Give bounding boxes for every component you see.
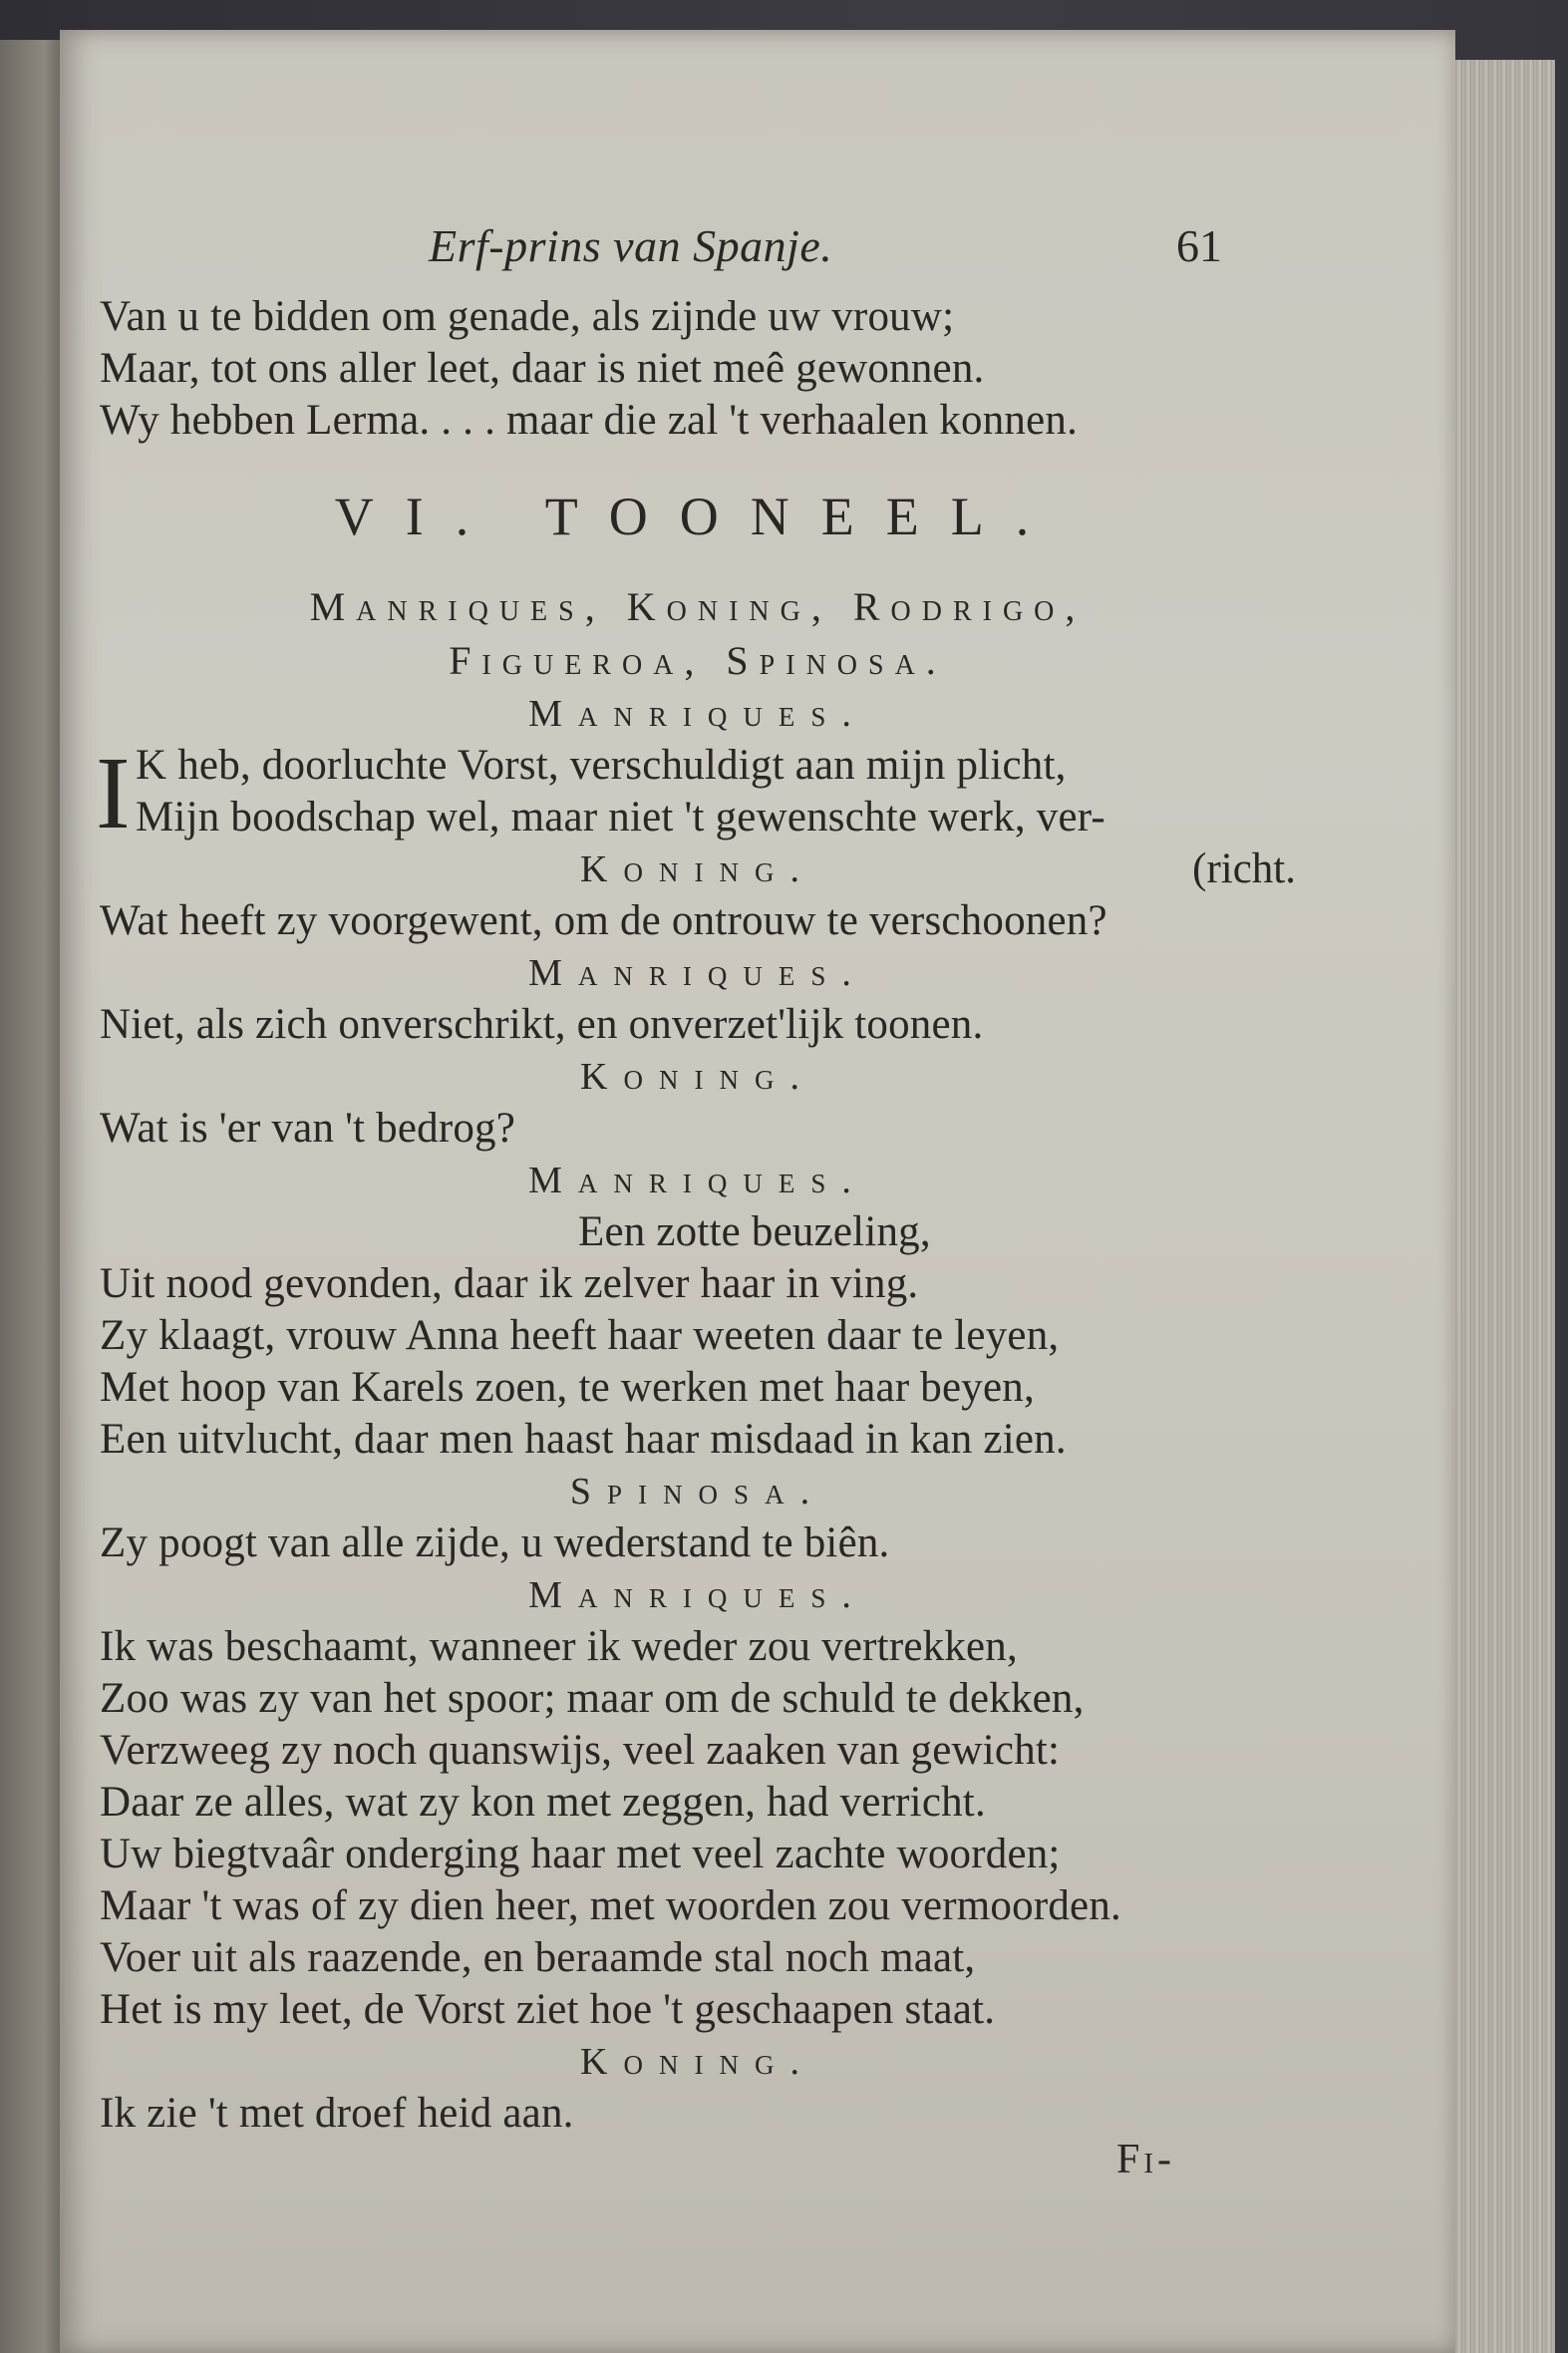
verse-line: Wy hebben Lerma. . . . maar die zal 't verhaalen konnen. [100, 397, 1079, 444]
verse-line: Het is my leet, de Vorst ziet hoe 't geschaapen staat. [100, 1986, 996, 2033]
speaker-name: Koning. [580, 2041, 815, 2083]
verse-line: Ik was beschaamt, wanneer ik weder zou vertrekken, [100, 1623, 1018, 1670]
catchword: Fi- [1116, 2137, 1176, 2183]
verse-line: Verzweeg zy noch quanswijs, veel zaaken van gewicht: [100, 1727, 1061, 1774]
speaker-row [100, 843, 1296, 895]
speaker-name: Koning. [580, 1056, 815, 1098]
verse-line: Zy klaagt, vrouw Anna heeft haar weeten daar te leyen, [100, 1312, 1060, 1359]
verse-line: Uw biegtvaâr onderging haar met veel zachte woorden; [100, 1831, 1061, 1877]
cast-list-line: Manriques, Koning, Rodrigo, [309, 584, 1087, 629]
book-page [60, 30, 1455, 2353]
drop-cap: I [96, 736, 131, 850]
page-number: 61 [1176, 220, 1222, 271]
text-block [96, 291, 1296, 2140]
verse-line: Ik zie 't met droef heid aan. [100, 2090, 574, 2137]
drop-cap-paragraph [96, 736, 1296, 850]
verse-line: Maar 't was of zy dien heer, met woorden zou vermoorden. [100, 1882, 1121, 1929]
verse-line: Zy poogt van alle zijde, u wederstand te biên. [100, 1519, 890, 1566]
speaker-name: Manriques. [528, 1160, 867, 1201]
verse-line: Een uitvlucht, daar men haast haar misdaad in kan zien. [100, 1416, 1067, 1463]
verse-line: Wat heeft zy voorgewent, om de ontrouw te verschoonen? [100, 897, 1107, 944]
speaker-name: Manriques. [528, 693, 867, 735]
speaker-name: Koning. [580, 848, 815, 890]
running-head: Erf-prins van Spanje. [429, 220, 833, 271]
speaker-name: Manriques. [528, 1574, 867, 1616]
verse-line: Uit nood gevonden, daar ik zelver haar in ving. [100, 1260, 919, 1307]
speaker-name: Spinosa. [569, 1471, 826, 1513]
page-header [60, 219, 1455, 279]
verse-line: K heb, doorluchte Vorst, verschuldigt aan mijn plicht, [136, 742, 1067, 789]
verse-line: Maar, tot ons aller leet, daar is niet meê gewonnen. [100, 345, 985, 392]
turnover-word: (richt. [1192, 845, 1296, 892]
verse-line: Een zotte beuzeling, [578, 1208, 931, 1255]
verse-line: Mijn boodschap wel, maar niet 't gewenschte werk, ver- [136, 794, 1105, 840]
verse-line: Zoo was zy van het spoor; maar om de schuld te dekken, [100, 1675, 1085, 1722]
verse-line: Daar ze alles, wat zy kon met zeggen, had verricht. [100, 1779, 986, 1826]
verse-line: Met hoop van Karels zoen, te werken met haar beyen, [100, 1364, 1035, 1411]
verse-line: Voer uit als raazende, en beraamde stal noch maat, [100, 1934, 976, 1981]
verse-line: Wat is 'er van 't bedrog? [100, 1105, 516, 1152]
scene-title: VI. TOONEEL. [334, 487, 1062, 546]
verse-line: Niet, als zich onverschrikt, en onverzet'lijk toonen. [100, 1001, 984, 1048]
verse-line: Van u te bidden om genade, als zijnde uw vrouw; [100, 293, 955, 340]
speaker-name: Manriques. [528, 952, 867, 994]
cast-list-line: Figueroa, Spinosa. [449, 638, 947, 683]
